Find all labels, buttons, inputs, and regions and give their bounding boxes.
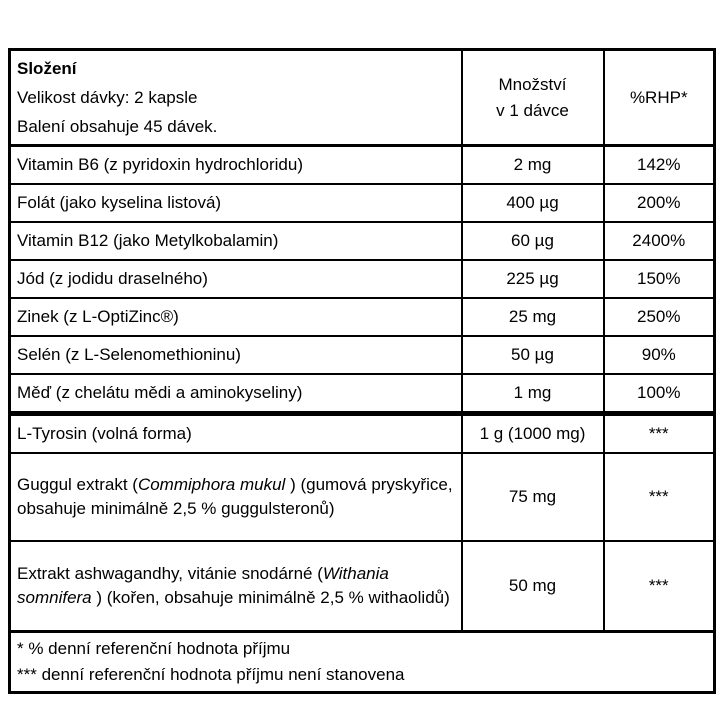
rhp-column-header: %RHP* (604, 50, 715, 146)
ingredient-amount: 75 mg (462, 453, 604, 541)
servings-per-container-label: Balení obsahuje 45 dávek. (17, 117, 218, 136)
amount-column-header-line2: v 1 dávce (496, 100, 569, 120)
ingredient-name: Folát (jako kyselina listová) (10, 184, 462, 222)
ingredient-name: Extrakt ashwagandhy, vitánie snodárné (Withania somnifera ) (kořen, obsahuje minimálně 2,5 % withaolidů) (10, 541, 462, 632)
ingredient-row-zinc (10, 298, 715, 336)
ingredient-rhp: 100% (604, 374, 715, 414)
ingredient-row-ashwagandha (10, 541, 715, 632)
serving-size-label: Velikost dávky: 2 kapsle (17, 88, 198, 107)
ingredient-row-vitamin-b6 (10, 146, 715, 185)
ingredient-amount: 1 g (1000 mg) (462, 414, 604, 454)
ingredient-rhp: *** (604, 453, 715, 541)
ingredient-amount: 25 mg (462, 298, 604, 336)
ingredient-row-folate (10, 184, 715, 222)
ingredient-rhp: *** (604, 541, 715, 632)
ingredient-rhp: 150% (604, 260, 715, 298)
ingredient-amount: 1 mg (462, 374, 604, 414)
ingredient-row-iodine (10, 260, 715, 298)
footnotes-row (10, 632, 715, 693)
ingredient-name: Měď (z chelátu mědi a aminokyseliny) (10, 374, 462, 414)
ingredient-row-selenium (10, 336, 715, 374)
ingredient-row-vitamin-b12 (10, 222, 715, 260)
ingredient-row-l-tyrosin (10, 414, 715, 454)
supplement-facts-table (8, 48, 716, 694)
ingredient-name: Vitamin B12 (jako Metylkobalamin) (10, 222, 462, 260)
ingredient-rhp: *** (604, 414, 715, 454)
ingredient-name: Vitamin B6 (z pyridoxin hydrochloridu) (10, 146, 462, 185)
table-title: Složení (17, 59, 77, 78)
ingredient-row-copper (10, 374, 715, 414)
footnote-no-rhp-definition: *** denní referenční hodnota příjmu není stanovena (17, 665, 405, 684)
footnotes-cell (10, 632, 715, 693)
ingredient-rhp: 90% (604, 336, 715, 374)
footnote-rhp-definition: * % denní referenční hodnota příjmu (17, 639, 291, 658)
ingredient-row-guggul (10, 453, 715, 541)
amount-column-header-line1: Množství (498, 74, 567, 94)
table-header-row (10, 50, 715, 146)
ingredient-amount: 400 µg (462, 184, 604, 222)
header-info-cell (10, 50, 462, 146)
ingredient-name: Selén (z L-Selenomethioninu) (10, 336, 462, 374)
ingredient-name: Guggul extrakt (Commiphora mukul ) (gumová pryskyřice, obsahuje minimálně 2,5 % guggulsteronů) (10, 453, 462, 541)
ingredient-rhp: 2400% (604, 222, 715, 260)
ingredient-name: L-Tyrosin (volná forma) (10, 414, 462, 454)
ingredient-name: Zinek (z L-OptiZinc®) (10, 298, 462, 336)
ingredient-rhp: 200% (604, 184, 715, 222)
ingredient-amount: 50 mg (462, 541, 604, 632)
ingredient-amount: 50 µg (462, 336, 604, 374)
ingredient-amount: 60 µg (462, 222, 604, 260)
amount-column-header (462, 50, 604, 146)
ingredient-amount: 2 mg (462, 146, 604, 185)
ingredient-name: Jód (z jodidu draselného) (10, 260, 462, 298)
ingredient-amount: 225 µg (462, 260, 604, 298)
ingredient-rhp: 142% (604, 146, 715, 185)
ingredient-rhp: 250% (604, 298, 715, 336)
